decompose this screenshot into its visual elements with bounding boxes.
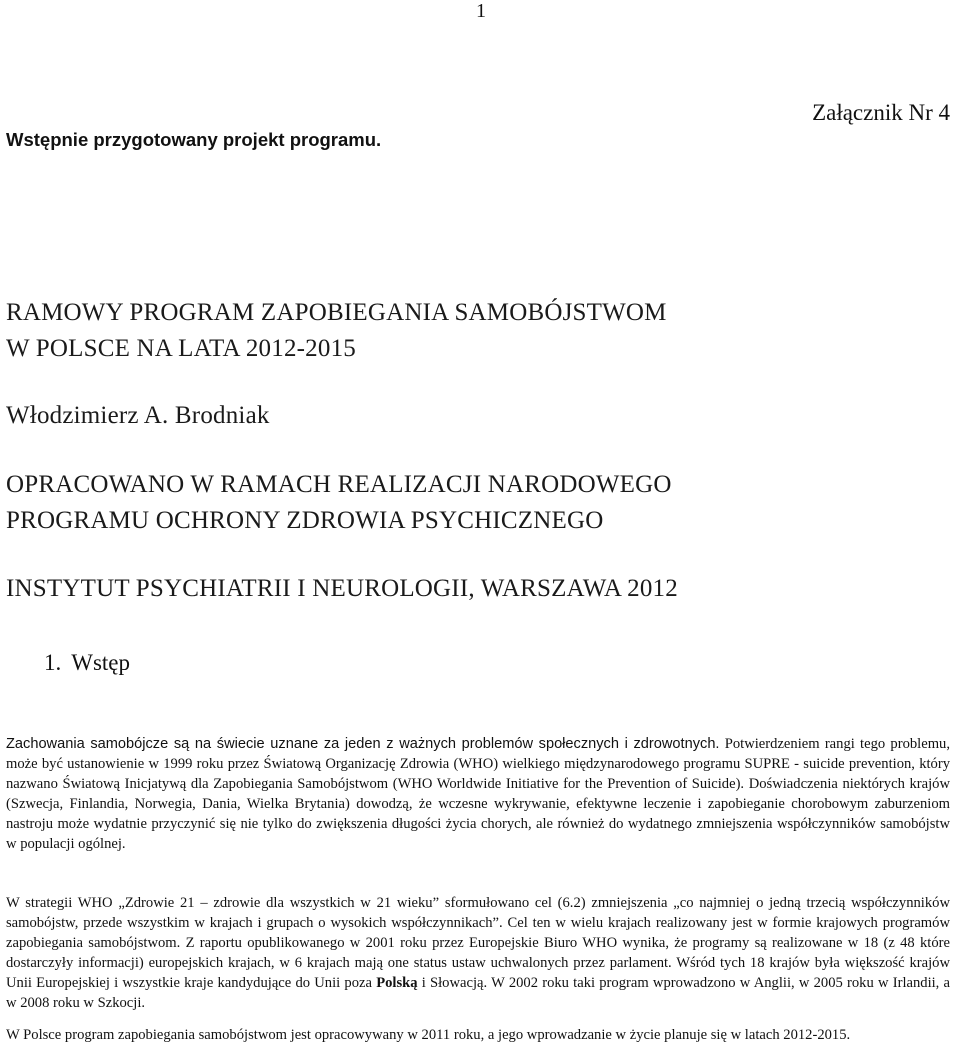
organization [6,467,672,539]
paragraph-1-sentence-b: Potwierdzeniem rangi tego problemu, może być ustanowienie w 1999 roku przez Światową Organizację Zdrowia (WHO) wielkiego międzynarodowego programu SUPRE - suicide prevention, który nazwano Światową Inicjatywą dla Zapobiegania Samobójstwom (WHO Worldwide Initiative for the Prevention of Suicide). [6,736,950,792]
section-title: Wstęp [71,650,131,675]
organization-line-1: OPRACOWANO W RAMACH REALIZACJI NARODOWEGO [6,471,672,498]
paragraph-1-sentence-c: Doświadczenia niektórych krajów (Szwecja, Finlandia, Norwegia, Dania, Wielka Brytania) dowodzą, że wczesne wykrywanie, efektywne leczenie i zapobieganie chorobowym zaburzeniom nastroju może wydatnie przyczynić się nie tylko do zwiększenia długości życia chorych, ale również do wydatnego zmniejszenia współczynników samobójstw w populacji ogólnej. [6,776,950,852]
page-number: 1 [476,0,486,22]
paragraph-1-sentence-a: Zachowania samobójcze są na świecie uznane za jeden z ważnych problemów społecznych i zdrowotnych. [6,736,720,752]
annex-label: Załącznik Nr 4 [812,100,950,125]
paragraph-2-text-a: W strategii WHO „Zdrowie 21 – zdrowie dla wszystkich w 21 wieku” sformułowano cel (6.2) zmniejszenia „co najmniej o jedną trzecią współczynników samobójstw, przede wszystkim w krajach i grupach o wysokich współczynnikach”. Cel ten w wielu krajach realizowany jest w formie krajowych programów zapobiegania samobójstwom. Z raportu opublikowanego w 2001 roku przez Europejskie Biuro WHO wynika, że programy są realizowane w 18 (z 48 które dostarczyły informacji) europejskich krajach, w 6 krajach mają one status ustaw uchwalonych przez parlament. Wśród tych 18 krajów była większość krajów Unii Europejskiej i wszystkie kraje kandydujące do Unii poza [6,895,950,991]
organization-line-2: PROGRAMU OCHRONY ZDROWIA PSYCHICZNEGO [6,507,604,534]
institute: INSTYTUT PSYCHIATRII I NEUROLOGII, WARSZAWA 2012 [6,575,678,602]
draft-note: Wstępnie przygotowany projekt programu. [6,129,382,150]
paragraph-1 [6,734,950,854]
paragraph-2 [6,893,950,1013]
document-title-line-1: RAMOWY PROGRAM ZAPOBIEGANIA SAMOBÓJSTWOM [6,299,667,326]
document-title [6,295,667,367]
section-number: 1. [44,650,62,675]
paragraph-2-bold-text: Polską [376,975,418,991]
author: Włodzimierz A. Brodniak [6,402,270,429]
paragraph-3: W Polsce program zapobiegania samobójstwom jest opracowywany w 2011 roku, a jego wprowadzanie w życie planuje się w latach 2012-2015. [6,1027,851,1043]
document-title-line-2: W POLSCE NA LATA 2012-2015 [6,335,356,362]
paragraph-2-text-b: i Słowacją. W 2002 roku taki program wprowadzono w Anglii, w 2005 roku w Irlandii, a w 2008 roku w Szkocji. [6,975,951,1011]
section-heading [44,650,130,676]
